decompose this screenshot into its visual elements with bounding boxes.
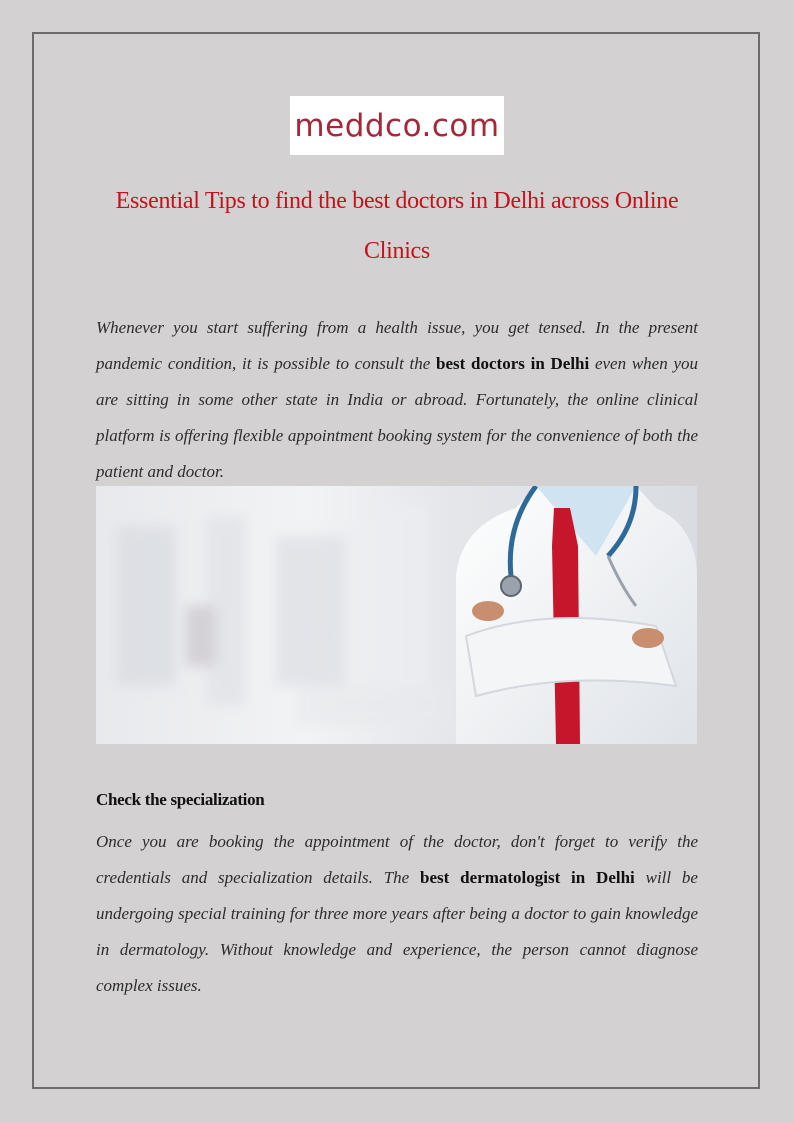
- best-dermatologist-link[interactable]: best dermatologist in Delhi: [420, 868, 635, 887]
- intro-text-1: Whenever you start suffering from a health issue, you get tensed. In the present pandemic condition, it is possible to consult the: [96, 318, 698, 373]
- intro-text-2: even when you are sitting in some other state in India or abroad. Fortunately, the online clinical platform is offering flexible appointment booking system for the convenience of both the patient and doctor.: [96, 354, 698, 481]
- section-heading: Check the specialization: [96, 790, 265, 809]
- best-doctors-link[interactable]: best doctors in Delhi: [436, 354, 590, 373]
- article-title: Essential Tips to find the best doctors in Delhi across Online Clinics: [115, 188, 679, 264]
- site-logo[interactable]: [290, 96, 504, 155]
- logo-text: meddco.com: [294, 107, 500, 144]
- section-text-1: Once you are booking the appointment of the doctor, don't forget to verify the credentials and specialization details. The: [96, 832, 698, 887]
- section-text-2: will be undergoing special training for three more years after being a doctor to gain knowledge in dermatology. Without knowledge and experience, the person cannot diagnose complex issues.: [96, 868, 698, 995]
- section-paragraph: [96, 824, 698, 1004]
- doctor-photo: [96, 486, 697, 744]
- intro-paragraph: [96, 310, 698, 490]
